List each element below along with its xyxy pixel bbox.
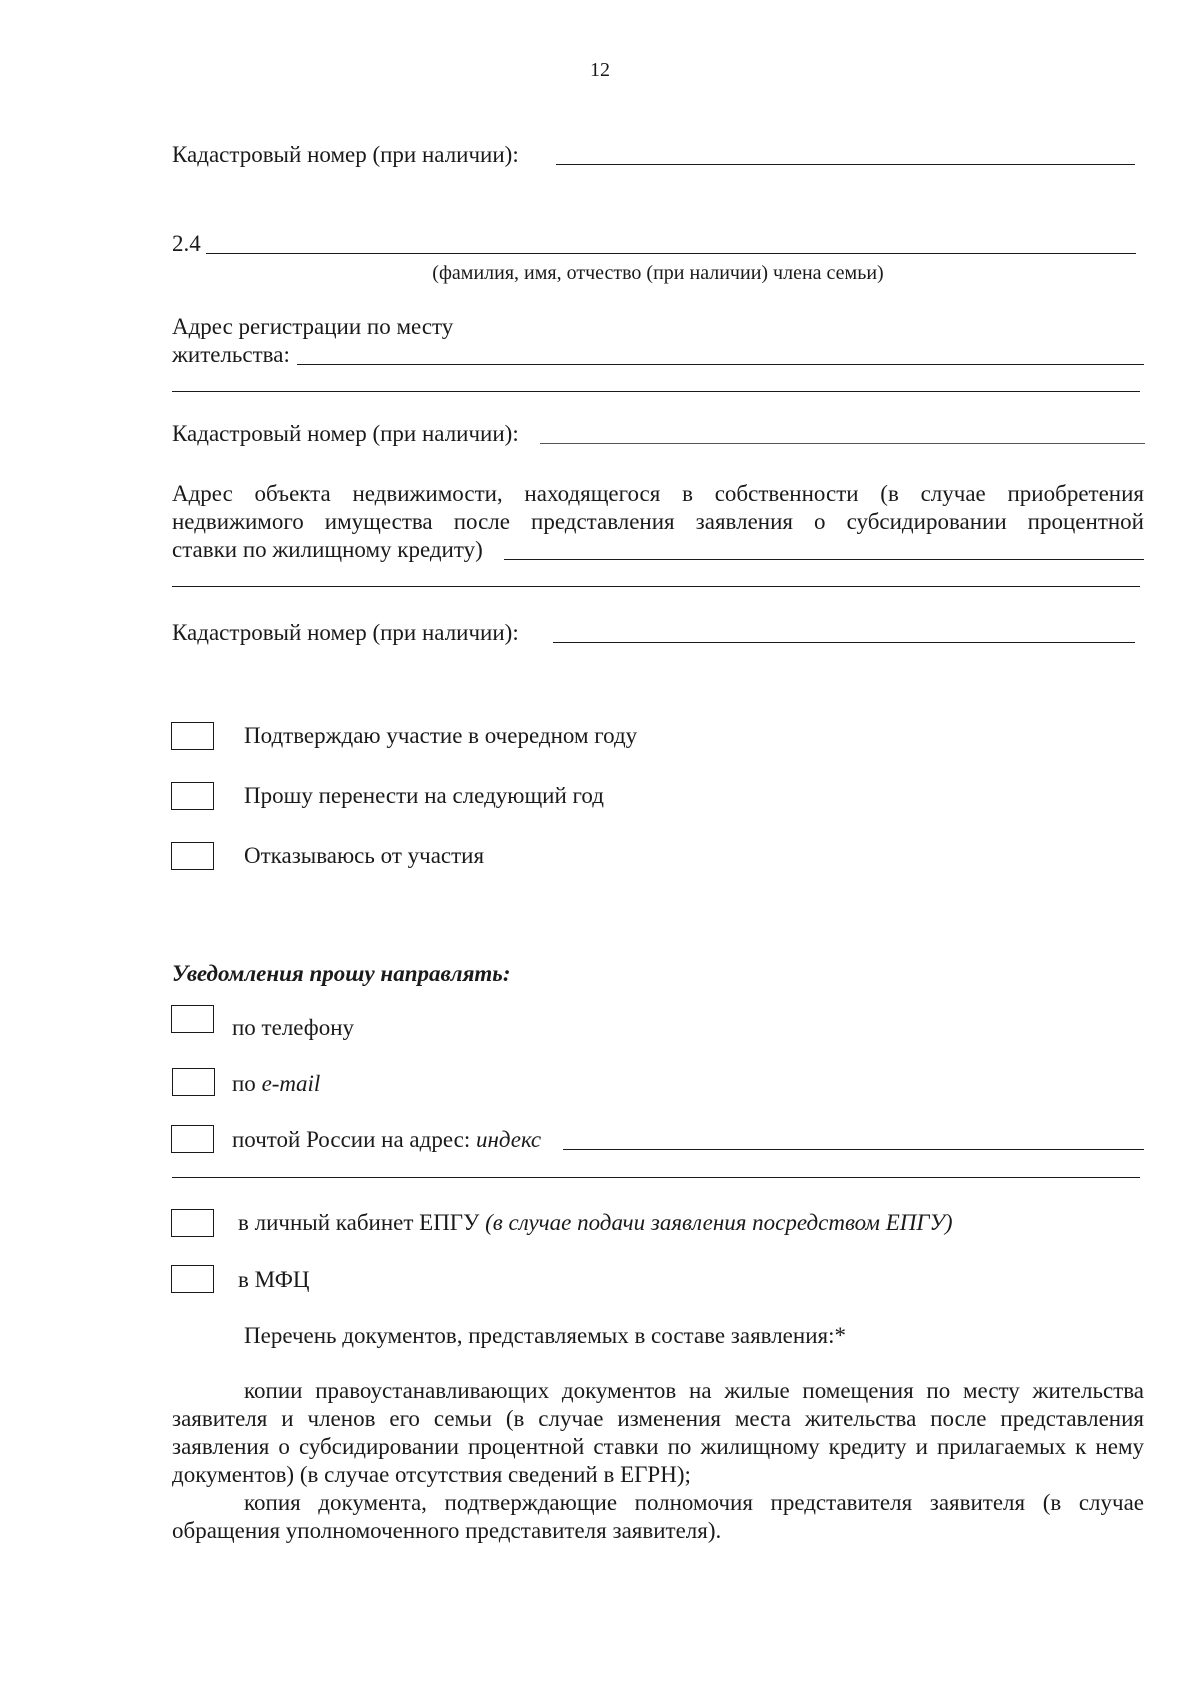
registration-address-field-2[interactable] [172,391,1140,392]
property-address-text-2: недвижимого имущества после представления заявления о субсидировании процентной [172,509,1144,534]
post-index-field[interactable] [563,1149,1144,1150]
documents-heading: Перечень документов, представляемых в составе заявления:* [244,1323,846,1348]
post-address-field[interactable] [172,1177,1140,1178]
postpone-participation-label: Прошу перенести на следующий год [244,783,604,808]
confirm-participation-checkbox[interactable] [171,722,214,750]
documents-item-2: копия документа, подтверждающие полномочия представителя заявителя (в случае обращения уполномоченного представителя заявителя). [172,1490,1144,1543]
cadastral-label-3: Кадастровый номер (при наличии): [172,620,519,645]
notify-post-label [232,1126,541,1154]
notify-email-prefix: по [232,1071,262,1096]
notify-epgu-prefix: в личный кабинет ЕПГУ [238,1210,486,1235]
notify-post-italic: индекс [475,1127,542,1152]
cadastral-label-2: Кадастровый номер (при наличии): [172,421,519,446]
cadastral-field-2[interactable] [540,443,1145,444]
notifications-heading: Уведомления прошу направлять: [172,961,511,986]
registration-address-label-1: Адрес регистрации по месту [172,314,454,339]
notify-epgu-italic: (в случае подачи заявления посредством ЕПГУ) [485,1210,953,1235]
property-address-text-1: Адрес объекта недвижимости, находящегося в собственности (в случае приобретения [172,481,1144,506]
cadastral-field-3[interactable] [553,642,1135,643]
notify-post-prefix: почтой России на адрес: [232,1127,476,1152]
notify-epgu-checkbox[interactable] [171,1209,214,1237]
notify-email-checkbox[interactable] [172,1068,215,1096]
cadastral-label-1: Кадастровый номер (при наличии): [172,142,519,167]
decline-participation-label: Отказываюсь от участия [244,843,485,868]
notify-phone-checkbox[interactable] [171,1005,214,1033]
notify-epgu-label [238,1209,953,1237]
decline-participation-checkbox[interactable] [171,842,214,870]
cadastral-field-1[interactable] [556,164,1135,165]
notify-mfc-checkbox[interactable] [171,1265,214,1293]
notify-email-italic: e-mail [261,1071,321,1096]
member-caption: (фамилия, имя, отчество (при наличии) члена семьи) [432,262,884,284]
confirm-participation-label: Подтверждаю участие в очередном году [244,723,638,748]
member-name-field[interactable] [206,253,1136,254]
notify-phone-label: по телефону [232,1015,354,1040]
notify-post-checkbox[interactable] [171,1125,214,1153]
documents-item-1: копии правоустанавливающих документов на жилые помещения по месту жительства заявителя и членов его семьи (в случае изменения места жительства после представления заявления о субсидировании процентной ставки по жилищному кредиту и прилагаемых к нему документов) (в случае отсутствия сведений в ЕГРН); [172,1378,1144,1487]
notify-email-label [232,1070,320,1098]
property-address-text-3: ставки по жилищному кредиту) [172,537,483,562]
property-address-field-2[interactable] [172,586,1140,587]
registration-address-label-2: жительства: [172,342,290,367]
notify-mfc-label: в МФЦ [238,1267,310,1292]
postpone-participation-checkbox[interactable] [171,782,214,810]
page-number: 12 [590,59,610,81]
property-address-field[interactable] [504,559,1144,560]
member-number: 2.4 [172,231,201,256]
registration-address-field[interactable] [297,364,1144,365]
